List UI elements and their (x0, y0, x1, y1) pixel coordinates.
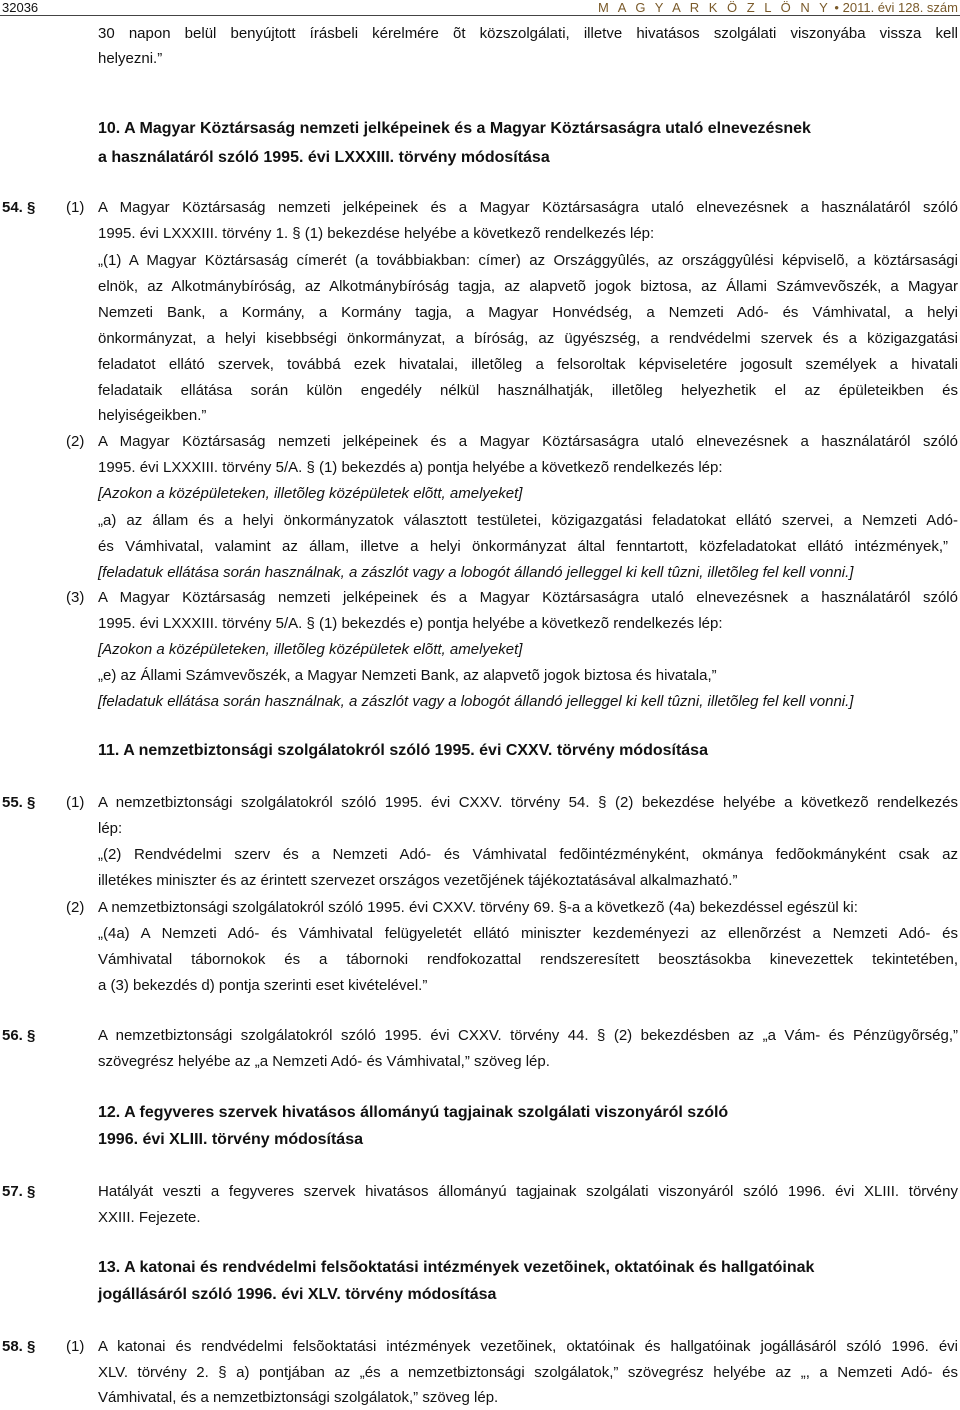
paragraph-55-number: 55. § (2, 794, 36, 811)
section-12-heading-2: 1996. évi XLIII. törvény módosítása (98, 1131, 363, 1148)
p55-sub-2: (2) (66, 899, 85, 916)
p55-quote-3: „(4a) A Nemzeti Adó- és Vámhivatal felügyeletét ellátó miniszter kezdeményezi az ellenõrzést a Nemzeti Adó- és (98, 925, 958, 942)
p54-quote-7: helyiségeikben.” (98, 407, 207, 424)
p58-line-2: XLV. törvény 2. § a) pontjában az „és a nemzetbiztonsági szolgálatok,” szövegrész helyébe az „, a Nemzeti Adó- és (98, 1364, 958, 1381)
p58-line-1: A katonai és rendvédelmi felsõoktatási intézmények vezetõinek, oktatóinak és hallgatóinak jogállásáról szóló 1996. évi (98, 1338, 958, 1355)
p57-line-2: XXIII. Fejezete. (98, 1209, 201, 1226)
p54-s3-bracket-1: [Azokon a középületeken, illetõleg középületek elõtt, amelyeket] (98, 641, 523, 658)
p55-quote-2: illetékes miniszter és az érintett szervezet országos vezetõjének tájékoztatásával alkalmazható.” (98, 872, 738, 889)
journal-masthead (598, 0, 958, 15)
journal-title: M A G Y A R K Ö Z L Ö N Y (598, 0, 831, 15)
p54-quote-4: önkormányzat, a helyi kisebbségi önkormányzat, a bíróság, az ügyészség, a rendvédelmi szervek és a közigazgatási (98, 330, 958, 347)
p54-s3-line-1: A Magyar Köztársaság nemzeti jelképeinek és a Magyar Köztársaságra utaló elnevezésnek a használatáról szóló (98, 589, 958, 606)
paragraph-57-number: 57. § (2, 1183, 36, 1200)
bullet: • (834, 0, 839, 15)
section-13-heading-2: jogállásáról szóló 1996. évi XLV. törvény módosítása (98, 1286, 497, 1303)
p54-sub-1: (1) (66, 199, 85, 216)
p54-s2-bracket-1: [Azokon a középületeken, illetõleg középületek elõtt, amelyeket] (98, 485, 523, 502)
p55-quote-4: Vámhivatal tábornokok és a tábornoki rendfokozattal rendszeresített beosztásokba kinevezettek tekintetében, (98, 951, 958, 968)
p54-sub-2: (2) (66, 433, 85, 450)
p54-quote-2: elnök, az Alkotmánybíróság, az Alkotmánybíróság tagja, az alapvetõ jogok biztosa, az Állami Számvevõszék, a Magyar (98, 278, 958, 295)
p54-quote-5: feladatot ellátó szervek, továbbá ezek hivatalai, illetõleg a felsoroltak képviseletére jogosult személyek a hivatali (98, 356, 958, 373)
page-header (0, 0, 960, 16)
p54-s2-line-2: 1995. évi LXXXIII. törvény 5/A. § (1) bekezdés a) pontja helyébe a következõ rendelkezés lép: (98, 459, 723, 476)
paragraph-54-number: 54. § (2, 199, 36, 216)
p58-line-3: Vámhivatal, és a nemzetbiztonsági szolgálatok,” szöveg lép. (98, 1389, 499, 1406)
p56-line-1: A nemzetbiztonsági szolgálatokról szóló 1995. évi CXXV. törvény 44. § (2) bekezdésben az „a Vám- és Pénzügyõrség,” (98, 1027, 958, 1044)
p54-quote-6: feladataik ellátása során külön engedély nélkül használhatják, illetõleg helyezhetik el az épületeikben és (98, 382, 958, 399)
p57-line-1: Hatályát veszti a fegyveres szervek hivatásos állományú tagjainak szolgálati viszonyáról szóló 1996. évi XLIII. törvény (98, 1183, 958, 1200)
p54-s2-point-a-1: „a) az állam és a helyi önkormányzatok választott testületei, közigazgatási feladatokat ellátó szervei, a Nemzeti Adó- (98, 512, 958, 529)
p54-quote-3: Nemzeti Bank, a Kormány, a Kormány tagja, a Magyar Honvédség, a Nemzeti Adó- és Vámhivatal, a helyi (98, 304, 958, 321)
p55-s2-line-1: A nemzetbiztonsági szolgálatokról szóló 1995. évi CXXV. törvény 69. §-a a következõ (4a) bekezdéssel egészül ki: (98, 899, 858, 916)
intro-line-1: 30 napon belül benyújtott írásbeli kérelmére õt közszolgálati, illetve hivatásos szolgálati viszonyába vissza kell (98, 25, 958, 42)
p55-quote-5: a (3) bekezdés d) pontja szerinti eset kivételével.” (98, 977, 428, 994)
p55-s1-line-2: lép: (98, 820, 123, 837)
p55-quote-1: „(2) Rendvédelmi szerv és a Nemzeti Adó- és Vámhivatal fedõintézményként, okmánya fedõokmányként csak az (98, 846, 958, 863)
paragraph-56-number: 56. § (2, 1027, 36, 1044)
p54-sub-3: (3) (66, 589, 85, 606)
p54-s3-bracket-2: [feladatuk ellátása során használnak, a zászlót vagy a lobogót állandó jelleggel ki kell tûzni, illetõleg fel kell vonni.] (98, 693, 854, 710)
p56-line-2: szövegrész helyébe az „a Nemzeti Adó- és Vámhivatal,” szöveg lép. (98, 1053, 550, 1070)
p54-s1-line-1: A Magyar Köztársaság nemzeti jelképeinek és a Magyar Köztársaságra utaló elnevezésnek a használatáról szóló (98, 199, 958, 216)
p54-s3-point-e: „e) az Állami Számvevõszék, a Magyar Nemzeti Bank, az alapvetõ jogok biztosa és hivatala,” (98, 667, 717, 684)
section-10-heading-1: 10. A Magyar Köztársaság nemzeti jelképeinek és a Magyar Köztársaságra utaló elnevezésnek (98, 120, 811, 137)
p54-s1-line-2: 1995. évi LXXXIII. törvény 1. § (1) bekezdése helyébe a következõ rendelkezés lép: (98, 225, 655, 242)
p55-s1-line-1: A nemzetbiztonsági szolgálatokról szóló 1995. évi CXXV. törvény 54. § (2) bekezdése helyébe a következõ rendelkezés (98, 794, 958, 811)
section-13-heading-1: 13. A katonai és rendvédelmi felsõoktatási intézmények vezetõinek, oktatóinak és hallgatóinak (98, 1259, 815, 1276)
p54-s2-point-a-2: és Vámhivatal, valamint az állam, illetve a helyi önkormányzat által fenntartott, közfeladatokat ellátó intézmények,” (98, 538, 948, 555)
p54-s2-bracket-2: [feladatuk ellátása során használnak, a zászlót vagy a lobogót állandó jelleggel ki kell tûzni, illetõleg fel kell vonni.] (98, 564, 854, 581)
p58-sub-1: (1) (66, 1338, 85, 1355)
page-number: 32036 (2, 0, 39, 15)
p54-s2-line-1: A Magyar Köztársaság nemzeti jelképeinek és a Magyar Köztársaságra utaló elnevezésnek a használatáról szóló (98, 433, 958, 450)
p54-quote-1: „(1) A Magyar Köztársaság címerét (a továbbiakban: címer) az Országgyûlés, az országgyûlési képviselõ, a köztársasági (98, 252, 958, 269)
paragraph-58-number: 58. § (2, 1338, 36, 1355)
section-10-heading-2: a használatáról szóló 1995. évi LXXXIII. törvény módosítása (98, 149, 550, 166)
section-12-heading-1: 12. A fegyveres szervek hivatásos állományú tagjainak szolgálati viszonyáról szóló (98, 1104, 729, 1121)
issue-number: 2011. évi 128. szám (842, 0, 958, 15)
intro-line-2: helyezni.” (98, 50, 163, 67)
p54-s3-line-2: 1995. évi LXXXIII. törvény 5/A. § (1) bekezdés e) pontja helyébe a következõ rendelkezés lép: (98, 615, 723, 632)
section-11-heading: 11. A nemzetbiztonsági szolgálatokról szóló 1995. évi CXXV. törvény módosítása (98, 742, 708, 759)
header-divider (0, 15, 960, 16)
p55-sub-1: (1) (66, 794, 85, 811)
